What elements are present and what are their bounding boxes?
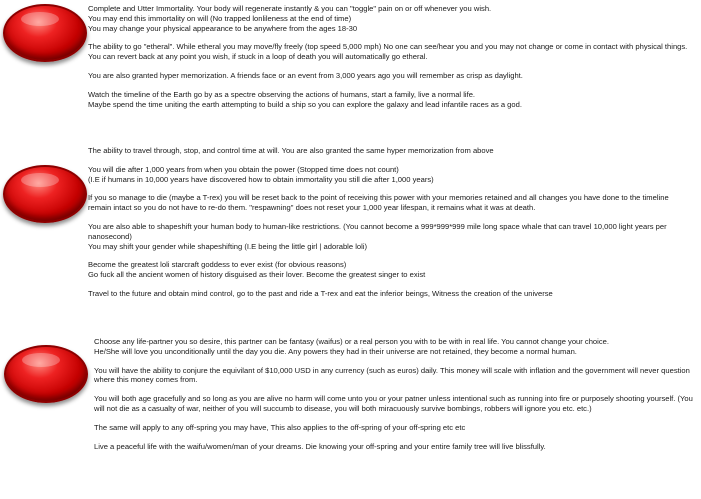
paragraph: You are also able to shapeshift your human body to human-like restrictions. (You cannot become a 999*999*999 mile long space whale that can travel 10,000 light years per nanosecond) You may shift your gender while shapeshifting (I.E being the little girl | adorable loli) xyxy=(88,221,667,251)
option-3-text xyxy=(94,337,694,460)
paragraph: Live a peaceful life with the waifu/women/man of your dreams. Die knowing your off-spring and your entire family tree will live blissfully. xyxy=(94,441,546,451)
red-button-2[interactable] xyxy=(3,165,87,223)
paragraph: The same will apply to any off-spring you may have, This also applies to the off-spring of your off-spring etc etc xyxy=(94,422,466,432)
option-2-text xyxy=(88,146,692,308)
button-highlight xyxy=(21,173,59,187)
button-highlight xyxy=(22,353,60,367)
paragraph: Complete and Utter Immortality. Your body will regenerate instantly & you can "toggle" pain on or off whenever you wish. You may end this immortality on will (No trapped lonlileness at the end of time) You may change your physical appearance to be anywhere from the ages 18-30 xyxy=(88,4,492,33)
paragraph: Watch the timeline of the Earth go by as a spectre observing the actions of humans, start a family, live a normal life. Maybe spend the time uniting the earth attempting to build a ship so you can explore the galaxy and lead infantile races as a god. xyxy=(88,89,522,109)
paragraph: You will have the ability to conjure the equivilant of $10,000 USD in any currency (such as euros) daily. This money will scale with inflation and the government will never question where this money comes from. xyxy=(94,365,690,385)
option-1-text xyxy=(88,4,692,118)
paragraph: Choose any life-partner you so desire, this partner can be fantasy (waifus) or a real person you with to be with in real life. You cannot change your choice. He/She will love you unconditionally until the day you die. Any powers they had in their universe are not retained, they become a normal human. xyxy=(94,337,609,356)
red-button-1[interactable] xyxy=(3,4,87,62)
red-button-3[interactable] xyxy=(4,345,88,403)
paragraph: Become the greatest loli starcraft goddess to ever exist (for obvious reasons) Go fuck all the ancient women of history disguised as their lover. Become the greatest singer to exist xyxy=(88,260,426,280)
paragraph: You will die after 1,000 years from when you obtain the power (Stopped time does not count) (I.E if humans in 10,000 years have discovered how to obtain immortality you still die after 1,000 years) xyxy=(88,164,434,184)
paragraph: The ability to go "etheral". While etheral you may move/fly freely (top speed 5,000 mph) No one can see/hear you and you may not change or come in contact with physical things. You can revert back at any point you wish, if stuck in a loop of death you will automatically go etheral. xyxy=(88,42,688,62)
paragraph: The ability to travel through, stop, and control time at will. You are also granted the same hyper memorization from above xyxy=(88,146,494,155)
paragraph: You will both age gracefully and so long as you are alive no harm will come unto you or your patner unless intentional such as running into fire or purposely shooting yourself. (You will not die as a casualty of war, neither of you will succumb to disease, you will both miracuously survive bombings, robbers will ignore you etc. etc.) xyxy=(94,394,693,413)
paragraph: Travel to the future and obtain mind control, go to the past and ride a T-rex and eat the inferior beings, Witness the creation of the universe xyxy=(88,288,553,298)
button-highlight xyxy=(21,12,59,26)
paragraph: You are also granted hyper memorization. A friends face or an event from 3,000 years ago you will remember as crisp as daylight. xyxy=(88,70,523,80)
paragraph: If you so manage to die (maybe a T-rex) you will be reset back to the point of receiving this power with your memories retained and all changes you have done to the timeline remain intact so you do not have to re-do them. "respawning" does not reset your 1,000 year lifespan, it remains what it was at death. xyxy=(88,193,669,213)
